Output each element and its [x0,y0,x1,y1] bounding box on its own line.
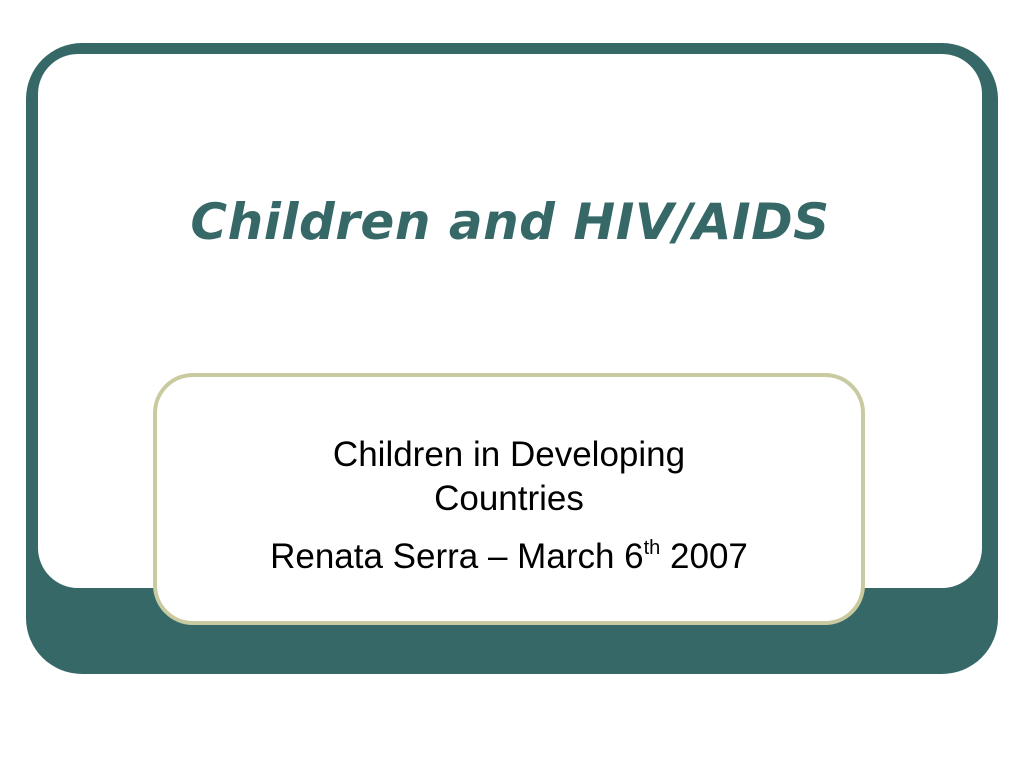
subtitle-line-1: Children in Developing [332,435,686,474]
subtitle-date-ordinal: th [643,537,661,559]
slide-title: Children and HIV/AIDS [190,193,830,251]
subtitle-line-3 [157,535,861,579]
subtitle-year: 2007 [660,537,748,576]
subtitle-line-2: Countries [434,479,584,518]
subtitle-author-date-prefix: Renata Serra – March 6 [270,537,644,576]
subtitle-box [153,373,865,625]
subtitle-text [157,433,861,579]
